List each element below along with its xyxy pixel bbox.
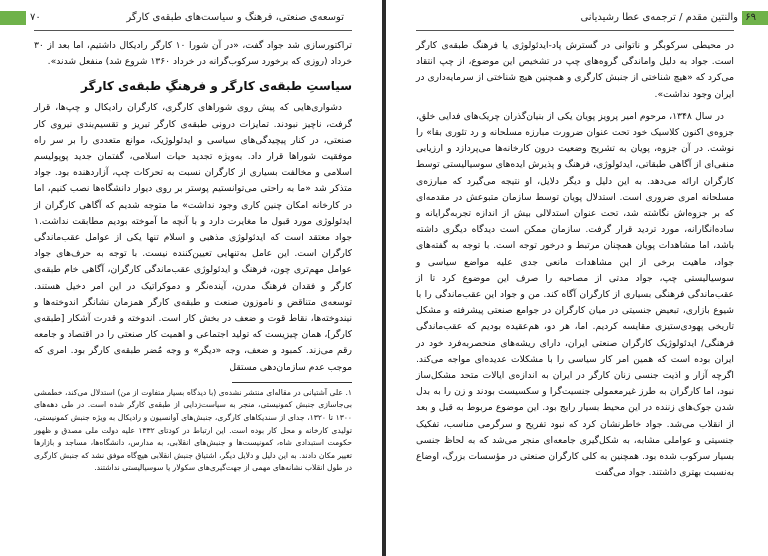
top-paragraph: تراکتورسازی شد جواد گفت، «در آن شورا ۱۰ کارگر رادیکال داشتیم، اما بعد از ۳۰ خرداد (روزی که برخورد سرکوب‌گرانه در خرداد ۱۳۶۰ شروع شد) منفعل شدند». <box>34 40 352 68</box>
running-title: توسعه‌ی صنعتی، فرهنگ و سیاست‌های طبقه‌ی کارگر <box>126 12 344 23</box>
footnote: ۱. علی آشتیانی در مقاله‌ای منتشر نشده‌ی (با دیدگاه بسیار متفاوت از من) استدلال می‌کند، خطمشی بی‌جاسازی جنبش کمونیستی، منجر به سیاست‌زدایی از طبقه‌ی کارگر شده است. در طی دهه‌های ۱۳۰۰ تا ۱۳۲۰، جدای از سندیکاهای کارگری، جنبش‌های آوانسیون و رادیکال به ویژه جنبش کمونیستی، تولیدی کارخانه و محل کار بوده است. این ارتباط در کودتای ۱۳۳۲ علیه دولت ملی مصدق و ظهور حکومت استبدادی شاه، کمونیست‌ها و جنبش‌های انقلابی، به مدارس، دانشگاه‌ها، مساجد و بازارها تغییر مکان دادند. به این دلیل و دلایل دیگر، اشتیاق جنبش انقلابی هیچ‌گاه موفق نشد که جنبش کارگری در طول انقلاب نشانه‌های مهمی از جهت‌گیری‌های سکولار یا سوسیالیستی نداشتند. <box>34 387 353 473</box>
page-header <box>0 10 382 28</box>
section-heading: سیاستِ طبقه‌ی کارگر و فرهنگِ طبقه‌ی کارگر <box>81 79 352 94</box>
left-page <box>0 0 382 556</box>
page-number: ۷۰ <box>30 12 41 23</box>
paragraph-1: در محیطی سرکوبگر و ناتوانی در گسترش پاد-ایدئولوژی یا فرهنگ طبقه‌ی کارگر است. جواد به دلیل واماندگی گروه‌های چپ در تشخیص این موضوع، از چپ انتقاد می‌کرد که «هیچ شناختی از جنبش کارگری و همچنین هیچ شناختی از سرمایه‌داری در ایران وجود نداشت». <box>416 40 734 100</box>
header-rule <box>416 30 734 31</box>
paragraph-2: در سال ۱۳۴۸، مرحوم امیر پرویز پویان یکی از بنیان‌گذران چریک‌های فدایی خلق، جزوه‌ی اکنون کلاسیک خود تحت عنوان ضرورت مبارزه مسلحانه و رد تئوری بقا» را نوشت. در آن جزوه، پویان به تشریح وضعیت درون کارخانه‌ها می‌پردازد و ارزیابی منفی‌ای از آگاهی طبقاتی، ایدئولوژی، فرهنگ و پذیرش ایده‌های سوسیالیستی توسط کارگران ارائه می‌دهد. به این دلیل و دیگر دلایل، او نتیجه می‌گیرد که مبارزه‌ی مسلحانه امری ضروری است. استدلال پویان توسط سازمان متبوعش در مقدمه‌ای که بر جزوه‌اش نگاشته شد، تحت عنوان استدلالی بیش از اندازه تجربه‌گرایانه و ساده‌انگارانه، مورد تردید قرار گرفت. سازمان ممکن است دیدگاه دیگری داشته باشد، اما مشاهدات پویان همچنان مرتبط و درخور توجه است. با توجه به گفته‌های جواد، ماهیت برخی از این مشاهدات مانعی جدی علیه مواضع سیاسی و سوسیالیستی چپ، جواد مدتی از مصاحبه را صرف این موضوع کرد تا از عقب‌ماندگی فرهنگی بسیاری از کارگران آگاه کند. من و جواد این عقب‌ماندگی را با شیوع بازاری، تبعیض جنسیتی در میان کارگران در جوامع صنعتی پیشرفته و مشکل تاریخی پهودی‌ستیزی مقایسه کردیم. اما، هر دو، هم‌عقیده بودیم که عقب‌ماندگی فرهنگی/ ایدئولوژیک کارگران صنعتی ایران، دارای ریشه‌های منحصربه‌فرد خود در ایران بوده است که همین امر کار سیاسی را با مشکلات عدیده‌ای مواجه می‌کند. اگرچه آزار و اذیت جنسی زنان کارگر در ایران به اندازه‌ی ایالات متحد مشکل‌ساز نبود، اما کارگران به طرز غیرمعمولی جنسیت‌گرا و سکسیست بودند و زن را به بدل شدن جوک‌های زننده در این محیط بسیار رایج بود. این موضوع مربوط به قبل و بعد از انقلاب می‌شد. جواد خاطرنشان کرد که نبود تفریح و سرگرمی مناسب، تفکیک جنسیتی و عواملی مشابه، به شکل‌گیری جامعه‌ای منجر می‌شد که به لحاظ جنسی بسیار سرکوب شده بود. همچنین به کلی کارگران صنعتی در مؤسسات بزرگ، اوضاع به‌نسبت بهتری داشتند. جواد می‌گفت <box>416 110 734 479</box>
right-page <box>386 0 768 556</box>
page-body <box>34 38 352 475</box>
page-header <box>386 10 768 28</box>
page-body <box>416 38 734 487</box>
main-paragraph: دشواری‌هایی که پیش روی شوراهای کارگری، کارگران رادیکال و چپ‌ها، قرار گرفت، ناچیز نبودند. تمایزات درونی طبقه‌ی کارگر تبریز و تقسیم‌بندی نیروی کار صنعتی، در کنار پیچیدگی‌های سیاسی و ایدئولوژیک، موانع متعددی را بر سر راه موفقیت شوراها قرار داد. به‌ویژه تجدید حیات اسلامی، گفتمان جدید پوپولیسم اسلامی و مخالفت بسیاری از کارگران نسبت به تحرکات چپ، آزاردهنده بود. جواد متذکر شد «ما به راحتی می‌توانستیم پوستر بر روی دیوار دانشگاه‌ها نصب کنیم، اما در کارخانه امکان چنین کاری وجود نداشت» ما متوجه شدیم که آگاهی کارگران از ایدئولوژی مورد قبول ما مغایرت دارد و با آنچه ما آموخته بودیم مطابقت نداشت.۱ جواد معتقد است که ایدئولوژی مذهبی و اسلام تنها یکی از عوامل عقب‌ماندگی کارگران است. این عامل به‌تنهایی تعیین‌کننده نیست. با توجه به حرف‌های جواد عوامل مهم‌تری چون، فرهنگ و ایدئولوژی عقب‌ماندگی کارگران، آگاهی خام طبقه‌ی کارگر و فقدان فرهنگ مدرن، آینده‌نگر و دموکراتیک در این امر دخیل هستند. توسعه‌ی متناقض و ناموزون صنعت و طبقه‌ی کارگر همزمان نشانگر اندوخته‌ها و نیندوخته‌ها، نقاط قوت و ضعف در بخش کار است. اندوخته و قدرت آشکار [طبقه‌ی کارگر]، همان چیزیست که تولید اجتماعی و اهمیت کار صنعتی را در اقتصاد و جامعه رقم می‌زند. کمبود و ضعف، وجه «دیگر» و وجه مُضر طبقه‌ی کارگر بود. امری که موجب عدم سازمان‌دهی مستقل <box>34 102 352 373</box>
page-number: ۶۹ <box>745 12 756 23</box>
footnote-rule <box>232 382 352 383</box>
header-rule <box>34 30 352 31</box>
running-title: والنتین مقدم / ترجمه‌ی عطا رشیدیانی <box>580 12 738 23</box>
